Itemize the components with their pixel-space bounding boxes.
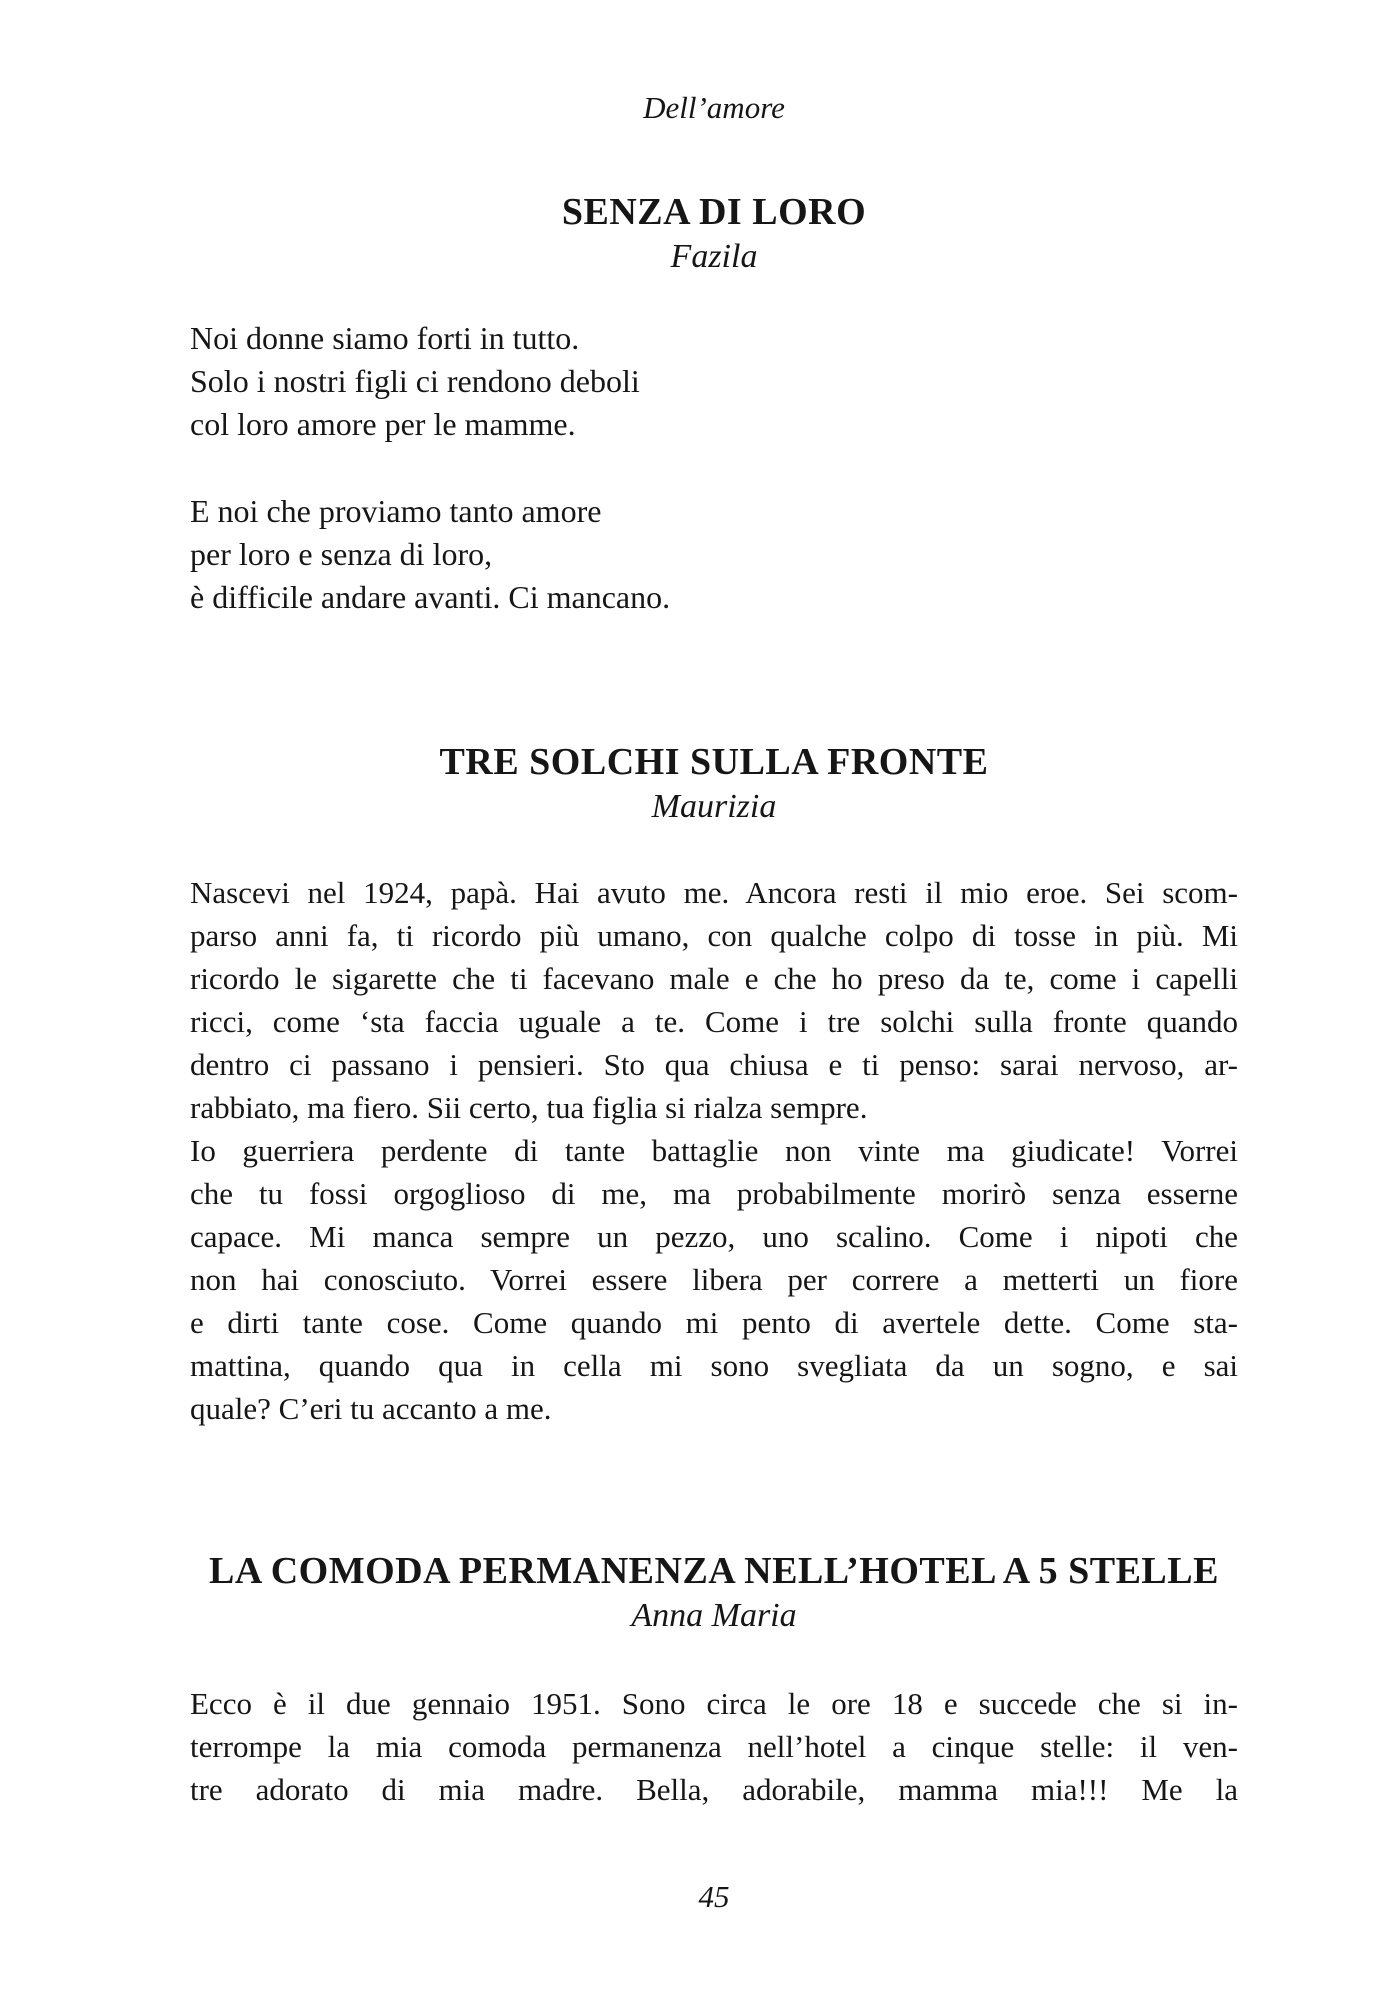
text-line: ricordo le sigarette che ti facevano male e che ho preso da te, come i capelli (190, 961, 1238, 996)
text-line: mattina, quando qua in cella mi sono svegliata da un sogno, e sai (190, 1348, 1238, 1383)
text-line: per loro e senza di loro, (190, 536, 493, 572)
text-line: Ecco è il due gennaio 1951. Sono circa le ore 18 e succede che si in- (190, 1686, 1238, 1721)
poem-stanza (190, 317, 1238, 446)
text-line: non hai conosciuto. Vorrei essere libera per correre a metterti un fiore (190, 1262, 1238, 1297)
poem-title-la-comoda-permanenza: LA COMODA PERMANENZA NELL’HOTEL A 5 STELLE (209, 1550, 1219, 1592)
text-line: parso anni fa, ti ricordo più umano, con qualche colpo di tosse in più. Mi (190, 918, 1238, 953)
prose-paragraph (190, 1129, 1238, 1430)
text-line: quale? C’eri tu accanto a me. (190, 1391, 552, 1426)
poem-author-fazila: Fazila (670, 238, 758, 275)
prose-paragraph (190, 1682, 1238, 1811)
text-line: Nascevi nel 1924, papà. Hai avuto me. Ancora resti il mio eroe. Sei scom- (190, 875, 1238, 910)
poem-title-tre-solchi: TRE SOLCHI SULLA FRONTE (439, 741, 989, 783)
text-line: Io guerriera perdente di tante battaglie non vinte ma giudicate! Vorrei (190, 1133, 1238, 1168)
text-line: terrompe la mia comoda permanenza nell’hotel a cinque stelle: il ven- (190, 1729, 1238, 1764)
prose-paragraph (190, 871, 1238, 1129)
text-line: col loro amore per le mamme. (190, 406, 576, 442)
text-line: e dirti tante cose. Come quando mi pento di avertele dette. Come sta- (190, 1305, 1238, 1340)
poem-title-senza-di-loro: SENZA DI LORO (561, 191, 867, 233)
text-line: dentro ci passano i pensieri. Sto qua chiusa e ti penso: sarai nervoso, ar- (190, 1047, 1238, 1082)
text-line: rabbiato, ma fiero. Sii certo, tua figlia si rialza sempre. (190, 1090, 868, 1125)
running-header: Dell’amore (643, 90, 785, 125)
page-number: 45 (698, 1879, 730, 1914)
poem-stanza (190, 490, 1238, 619)
text-line: capace. Mi manca sempre un pezzo, uno scalino. Come i nipoti che (190, 1219, 1238, 1254)
text-line: Noi donne siamo forti in tutto. (190, 320, 580, 356)
text-line: è difficile andare avanti. Ci mancano. (190, 579, 671, 615)
text-line: E noi che proviamo tanto amore (190, 493, 602, 529)
poem-author-anna-maria: Anna Maria (631, 1597, 797, 1634)
text-line: tre adorato di mia madre. Bella, adorabile, mamma mia!!! Me la (190, 1772, 1238, 1807)
poem-author-maurizia: Maurizia (651, 788, 777, 825)
text-line: che tu fossi orgoglioso di me, ma probabilmente morirò senza esserne (190, 1176, 1238, 1211)
text-line: Solo i nostri figli ci rendono deboli (190, 363, 640, 399)
text-line: ricci, come ‘sta faccia uguale a te. Come i tre solchi sulla fronte quando (190, 1004, 1238, 1039)
